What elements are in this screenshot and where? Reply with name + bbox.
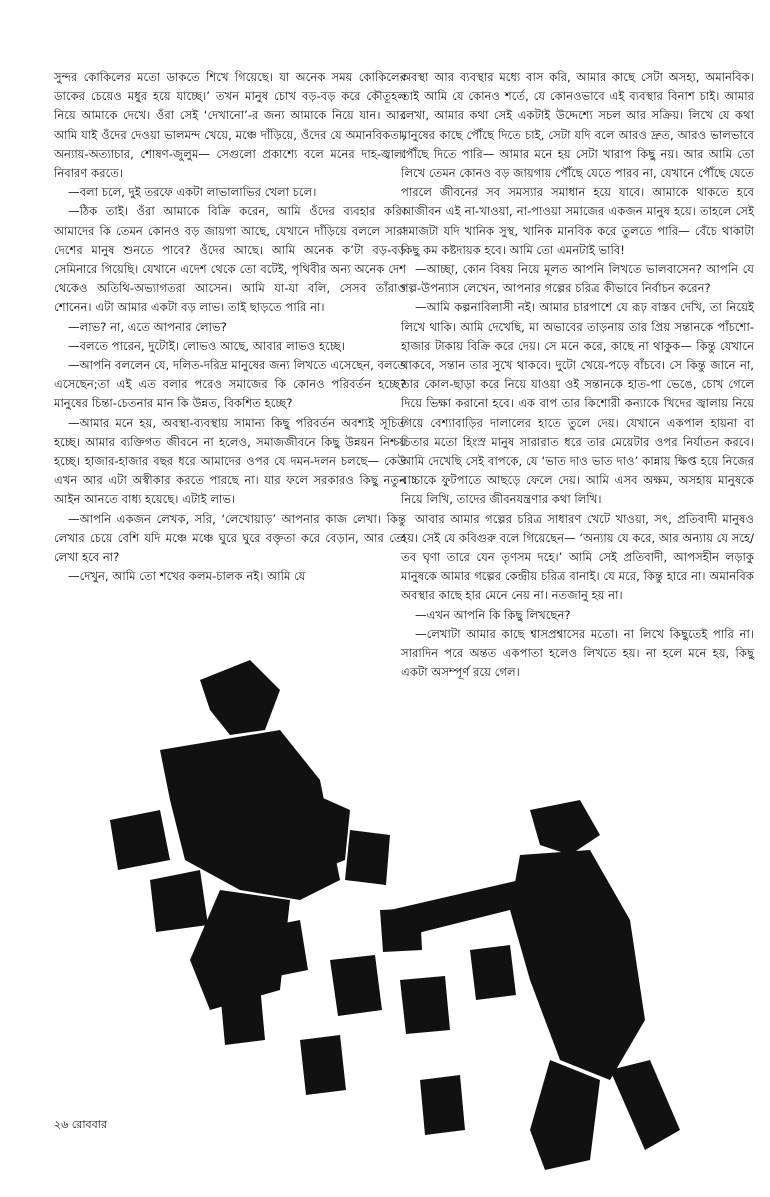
paragraph: —আচ্ছা, কোন বিষয় নিয়ে মূলত আপনি লিখতে ভালবাসেন? আপনি যে গল্প-উপন্যাস লেখেন, আপনার গল্পের চরিত্র কীভাবে নির্বাচন করেন? (401, 262, 754, 296)
paragraph: সুন্দর কোকিলের মতো ডাকতে শিখে গিয়েছে। যা অনেক সময় কোকিলের ডাকের চেয়েও মধুর হয়ে যাচ্ছে।’ তখন মানুষ চোখ বড়-বড় করে কৌতূহল নিয়ে আমাকে দেখে। ওঁরা সেই ‘দেখানো’-র জন্য আমাকে নিয়ে যান। আর আমি যাই ওঁদের দেওয়া ভালমন্দ খেয়ে, মঞ্চে দাঁড়িয়ে, ওঁদের যে অমানবিকতা, অন্যায়-অত্যাচার, শোষণ-জুলুম— সেগুলো প্রকাশ্যে বলে মনের দাহ-জ্বালা নিবারণ করতে। (54, 70, 406, 181)
paragraph: —আপনি একজন লেখক, সরি, ‘লেখোয়াড়’ আপনার কাজ লেখা। কিন্তু লেখার চেয়ে বেশি যদি মঞ্চে মঞ্চে ঘুরে ঘুরে বক্তৃতা করে বেড়ান, আর তো লেখা হবে না? (54, 511, 406, 565)
paragraph: —এখন আপনি কি কিছু লিখছেন? (415, 607, 571, 622)
paragraph: অবস্থা আর ব্যবস্থার মধ্যে বাস করি, আমার কাছে সেটা অসহ্য, অমানবিক। তাই আমি যে কোনও শর্তে, যে কোনওভাবে এই ব্যবস্থার বিনাশ চাই। আমার লেখা, আমার কথা সেই একটাই উদ্দেশ্যে সচল আর সক্রিয়। লিখে যে কথা মানুষের কাছে পৌঁছে দিতে চাই, সেটা যদি বলে আরও দ্রুত, আরও ভালভাবে পৌঁছে দিতে পারি— আমার মনে হয় সেটা খারাপ কিছু নয়। আর আমি তো লিখে তেমন কোনও বড় জায়গায় পৌঁছে যেতে পারব না, যেখানে পৌঁছে যেতে পারলে জীবনের সব সমস্যার সমাধান হয়ে যাবে। আমাকে থাকতে হবে আজীবন এই না-খাওয়া, না-পাওয়া সমাজের একজন মানুষ হয়ে। তাহলে সেই সমাজটা যদি খানিক সুস্থ, খানিক মানবিক করে তুলতে পারি— বেঁচে থাকাটা কিছু কম কষ্টদায়ক হবে। আমি তো এমনটাই ভাবি! (401, 70, 754, 257)
left-column (54, 68, 406, 586)
paragraph: আবার আমার গল্পের চরিত্র সাধারণ খেটে খাওয়া, সৎ, প্রতিবাদী মানুষও হয়। সেই যে কবিগুরু বলে গিয়েছেন— ‘অন্যায় যে করে, আর অন্যায় যে সহে/ তব ঘৃণা তারে যেন তৃণসম দহে।’ আমি সেই প্রতিবাদী, আপসহীন লড়াকু মানুষকে আমার গল্পের কেন্দ্রীয় চরিত্র বানাই। যে মরে, কিন্তু হারে না। অমানবিক অবস্থার কাছে হার মেনে নেয় না। নতজানু হয় না। (401, 511, 755, 603)
paragraph: —আপনি বললেন যে, দলিত-দরিদ্র মানুষের জন্য লিখতে এসেছেন, বলতে এসেছেন;তা এই এত বলার পরেও সমাজের কি কোনও পরিবর্তন হচ্ছে? মানুষের চিন্তা-চেতনার মান কি উন্নত, বিকশিত হচ্ছে? (54, 358, 406, 411)
page-footer: ২৬ রোববার (54, 1118, 107, 1131)
paragraph: —বলা চলে, দুই তরফে একটা লাভালাভির খেলা চলে। (68, 185, 317, 200)
paragraph: —আমার মনে হয়, অবস্থা-ব্যবস্থায় সামান্য কিছু পরিবর্তন অবশ্যই সূচিত হচ্ছে। আমার ব্যক্তিগত জীবনে না হলেও, সমাজজীবনে কিছু উন্নয়ন নিশ্চয় হচ্ছে। হাজার-হাজার বছর ধরে আমাদের ওপর যে দমন-দলন চলছে— কেউ এখন আর এটা অস্বীকার করতে পারছে না। যার ফলে সরকারও কিছু নতুন আইন আনতে বাধ্য হয়েছে। এটাই লাভ। (54, 415, 406, 507)
paragraph: —ঠিক তাই। ওঁরা আমাকে বিক্রি করেন, আমি ওঁদের ব্যবহার করি। আমাদের কি তেমন কোনও বড় জায়গা আছে, যেখানে দাঁড়িয়ে বললে সারা দেশের মানুষ শুনতে পাবে? ওঁদের আছে। আমি অনেক ক’টা বড়-বড় সেমিনারে গিয়েছি। যেখানে এদেশ থেকে তো বটেই, পৃথিবীর অন্য অনেক দেশ থেকেও অতিথি-অভ্যাগতরা আসেন। আমি যা-যা বলি, সেসব তাঁরাও শোনেন। এটা আমার একটা বড় লাভ। তাই ছাড়তে পারি না। (54, 204, 406, 315)
paragraph: —আমি কল্পনাবিলাসী নই। আমার চারপাশে যে রূঢ় বাস্তব দেখি, তা নিয়েই লিখে থাকি। আমি দেখেছি, মা অভাবের তাড়নায় তার প্রিয় সন্তানকে পাঁচশো-হাজার টাকায় বিক্রি করে দেয়। সে মনে করে, কাছে না থাকুক— কিন্তু যেখানে থাকবে, সন্তান তার সুখে থাকবে। দুটো খেয়ে-পড়ে বাঁচবে। সে কিন্তু জানে না, তার কোল-ছাড়া করে নিয়ে যাওয়া ওই সন্তানকে হাত-পা ভেঙে, চোখ গেলে দিয়ে ভিক্ষা করানো হবে। এক বাপ তার কিশোরী কন্যাকে খিদের জ্বালায় নিয়ে গিয়ে বেশ্যাবাড়ির দালালের হাতে তুলে দেয়। যেখানে একপাল হায়না বা চিতার মতো হিংস্র মানুষ সারারাত ধরে তার মেয়েটার ওপর নির্যাতন করবে। আমি দেখেছি সেই বাপকে, যে ‘ভাত দাও ভাত দাও’ কান্নায় ক্ষিপ্ত হয়ে নিজের বাচ্চাকে ফুটপাতে আছড়ে ফেলে দেয়। আমি এসব অক্ষম, অসহায় মানুষকে নিয়ে লিখি, তাদের জীবনযন্ত্রণার কথা লিখি। (401, 300, 754, 507)
right-column (401, 68, 754, 683)
paragraph: —লাভ? না, এতে আপনার লোভ? (68, 319, 227, 334)
paragraph: —বলতে পারেন, দুটোই। লোভও আছে, আবার লাভও হচ্ছে। (68, 338, 345, 353)
ink-illustration (90, 660, 730, 1180)
paragraph: —লেখাটা আমার কাছে শ্বাসপ্রশ্বাসের মতো। না লিখে কিছুতেই পারি না। সারাদিন পরে অন্তত একপাতা হলেও লিখতে হয়। না হলে মনে হয়, কিছু একটা অসম্পূর্ণ রয়ে গেল। (401, 626, 754, 680)
paragraph: —দেখুন, আমি তো শখের কলম-চালক নই। আমি যে (68, 569, 306, 584)
